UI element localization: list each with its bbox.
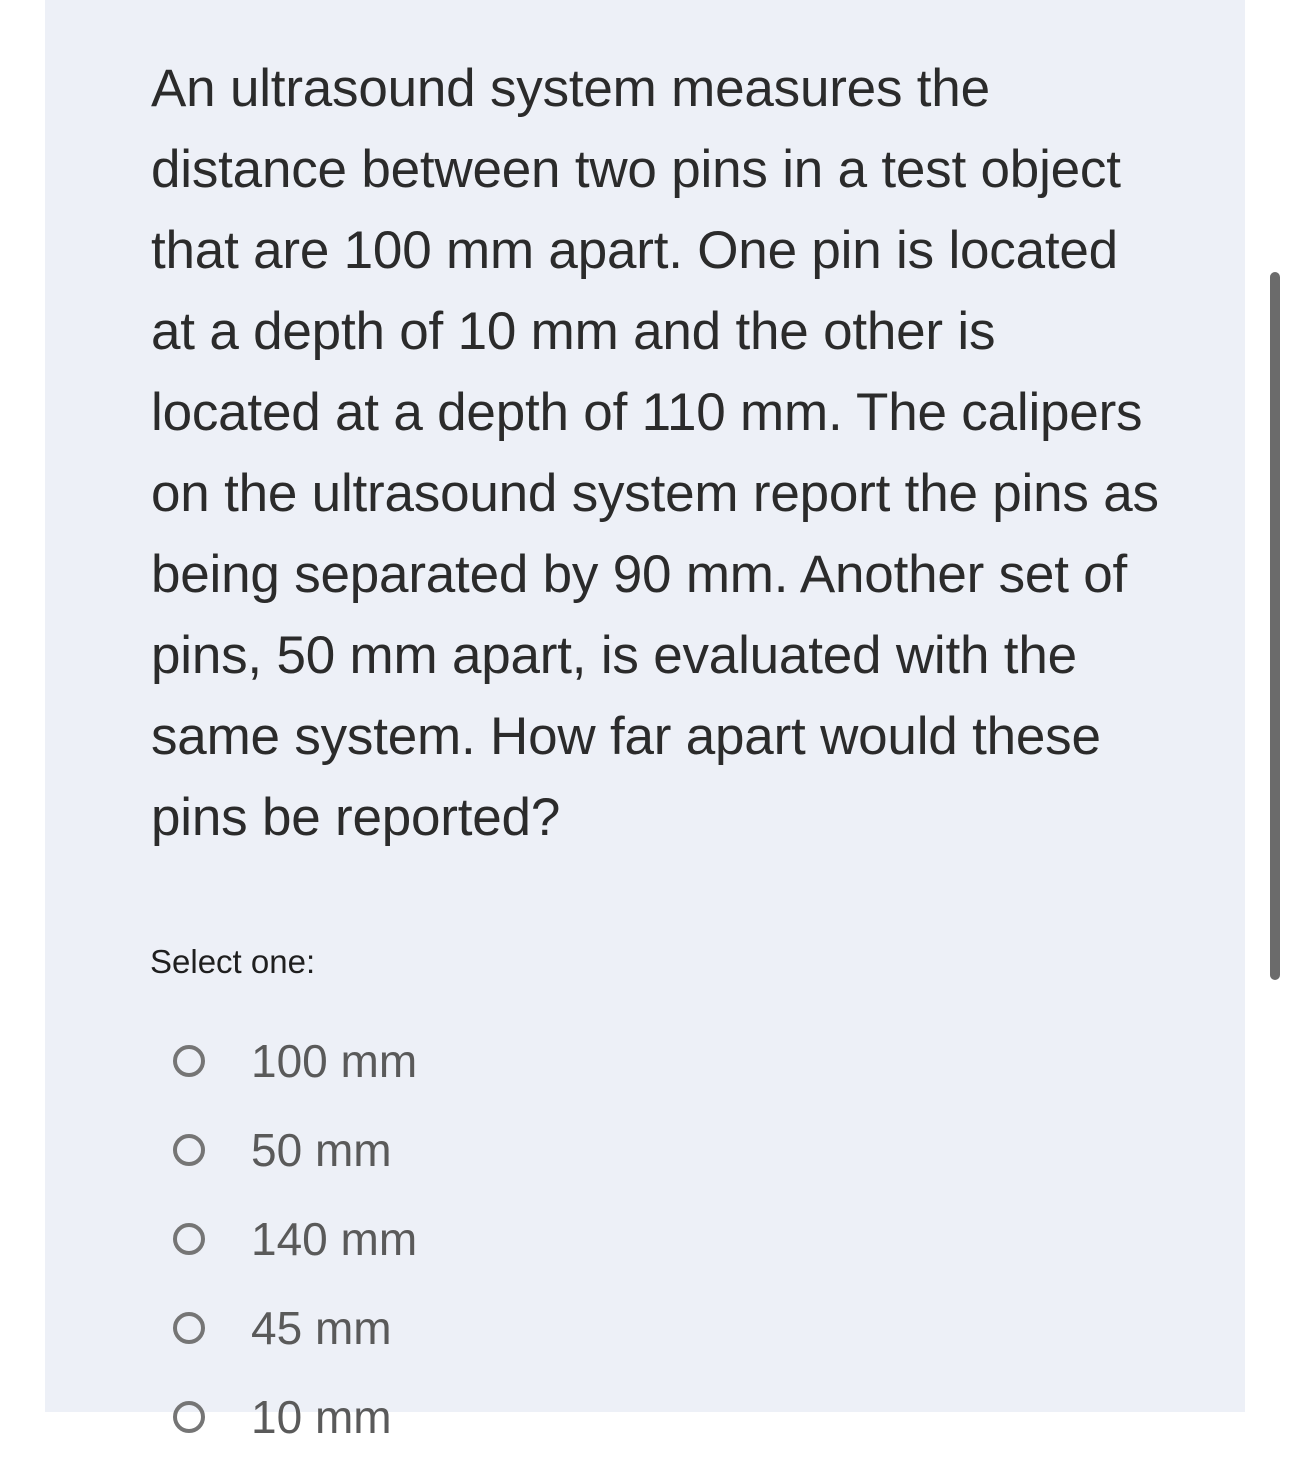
answer-option-label: 45 mm [251,1301,392,1354]
radio-button[interactable] [173,1134,205,1166]
radio-button[interactable] [173,1401,205,1433]
answer-option-label: 50 mm [251,1123,392,1176]
scrollbar[interactable] [1270,272,1280,980]
question-text: An ultrasound system measures the distance between two pins in a test object that are 100 mm apart. One pin is located at a depth of 10 mm and the other is located at a depth of 110 mm. The calipers on the ultrasound system report the pins as being separated by 90 mm. Another set of pins, 50 mm apart, is evaluated with the same system. How far apart would these pins be reported? [151,59,1159,847]
answer-option-50mm[interactable] [173,1105,417,1194]
select-one-label: Select one: [150,943,316,980]
answer-option-10mm[interactable] [173,1372,417,1461]
answer-options [173,1016,417,1461]
radio-button[interactable] [173,1312,205,1344]
answer-option-label: 140 mm [251,1212,418,1265]
answer-option-140mm[interactable] [173,1194,417,1283]
question-card [45,0,1245,1443]
radio-button[interactable] [173,1223,205,1255]
answer-option-45mm[interactable] [173,1283,417,1372]
answer-option-label: 10 mm [251,1390,392,1443]
radio-button[interactable] [173,1045,205,1077]
answer-option-100mm[interactable] [173,1016,417,1105]
answer-option-label: 100 mm [251,1034,418,1087]
